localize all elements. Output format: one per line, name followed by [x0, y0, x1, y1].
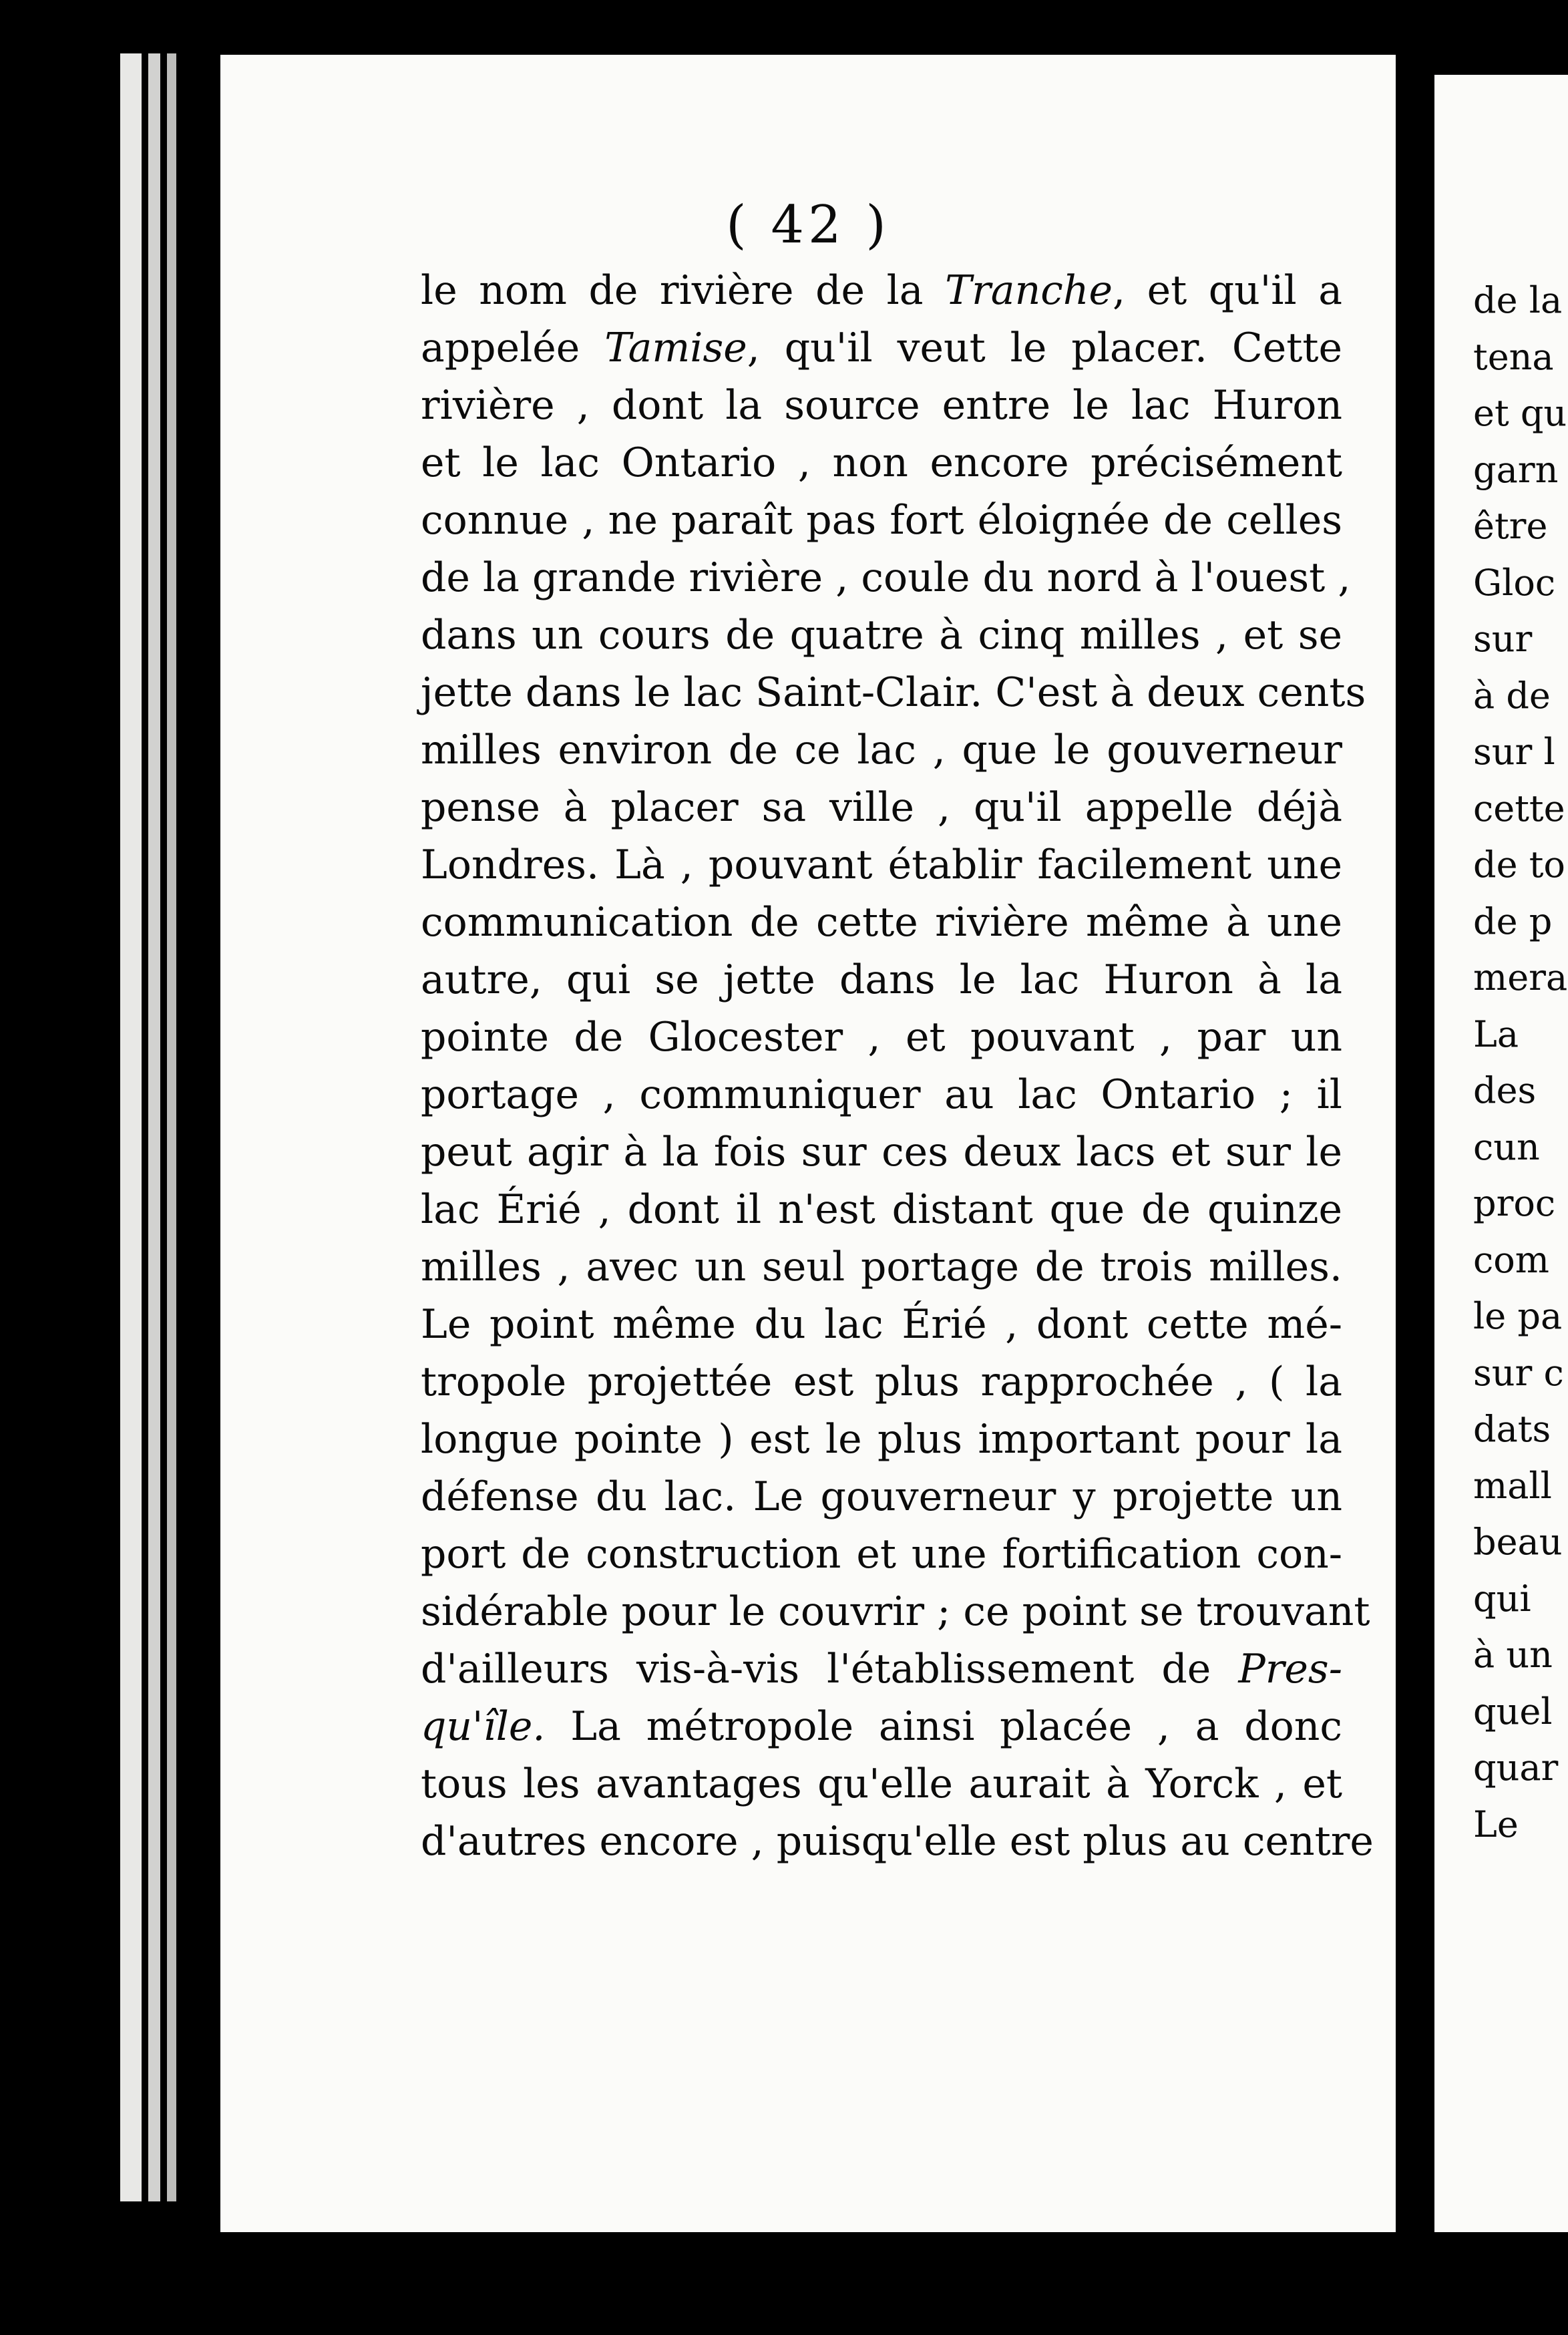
book-page [220, 55, 1396, 2232]
text-line [421, 894, 1342, 951]
text-line [421, 1238, 1342, 1296]
facing-text-line: quar [1473, 1747, 1559, 1789]
text-run: pointe de Glocester , et pouvant , par un [421, 1014, 1342, 1061]
book-page-edges [148, 53, 160, 2201]
text-run: dans un cours de quatre à cinq milles , et se [421, 612, 1342, 659]
text-run: d'ailleurs vis-à-vis l'établissement de [421, 1646, 1239, 1692]
text-line [421, 262, 1342, 319]
text-run: tropole projettée est plus rapprochée , ( la [421, 1359, 1342, 1405]
facing-text-line: cun [1473, 1125, 1540, 1168]
text-line [421, 1296, 1342, 1353]
facing-text-line: tena [1473, 335, 1554, 378]
italic-text: Tranche [945, 267, 1113, 314]
facing-text-line: mall [1473, 1464, 1552, 1507]
text-run: milles , avec un seul portage de trois milles. [421, 1244, 1342, 1290]
facing-text-line: com [1473, 1238, 1549, 1281]
text-run: Londres. Là , pouvant établir facilement une [421, 842, 1342, 888]
book-page-edges [120, 53, 142, 2201]
facing-text-line: le pa [1473, 1295, 1563, 1337]
text-line [421, 836, 1342, 894]
facing-text-line: sur c [1473, 1351, 1564, 1394]
facing-page-text [1473, 273, 1567, 1853]
italic-text: Pres- [1238, 1646, 1342, 1692]
text-line [421, 664, 1366, 721]
facing-text-line: à de [1473, 674, 1551, 717]
text-line [421, 779, 1342, 836]
text-run: port de construction et une fortification con- [421, 1531, 1342, 1578]
facing-text-line: sur [1473, 618, 1533, 660]
text-run: appelée [421, 325, 605, 371]
facing-text-line: proc [1473, 1182, 1556, 1224]
text-run: La métropole ainsi placée , a donc [545, 1703, 1342, 1750]
facing-text-line: des [1473, 1069, 1537, 1111]
text-line [421, 1181, 1342, 1238]
facing-text-line: mera [1473, 956, 1568, 999]
text-run: longue pointe ) est le plus important pour la [421, 1416, 1342, 1463]
facing-text-line: de la [1473, 279, 1563, 321]
facing-page-fragment [1434, 75, 1568, 2232]
text-line [421, 1009, 1342, 1066]
text-run: sidérable pour le couvrir ; ce point se trouvant [421, 1588, 1370, 1635]
italic-text: Tamise [604, 325, 747, 371]
facing-text-line: beau [1473, 1521, 1563, 1563]
text-run: autre, qui se jette dans le lac Huron à la [421, 956, 1342, 1003]
text-run: milles environ de ce lac , que le gouverneur [421, 727, 1342, 773]
text-run: lac Érié , dont il n'est distant que de quinze [421, 1186, 1342, 1233]
text-line [421, 1123, 1342, 1181]
facing-text-line: La [1473, 1013, 1519, 1055]
text-line [421, 434, 1342, 492]
facing-text-line: dats [1473, 1408, 1551, 1450]
text-run: peut agir à la fois sur ces deux lacs et sur le [421, 1129, 1342, 1176]
facing-text-line: Gloc [1473, 561, 1556, 604]
facing-text-line: Le [1473, 1803, 1519, 1845]
text-run: pense à placer sa ville , qu'il appelle déjà [421, 784, 1342, 831]
text-line [421, 549, 1351, 606]
text-run: portage , communiquer au lac Ontario ; il [421, 1071, 1342, 1118]
italic-text: qu'île. [421, 1703, 546, 1750]
text-line [421, 1353, 1342, 1411]
text-line [421, 1640, 1342, 1698]
text-line [421, 721, 1342, 779]
facing-text-line: qui [1473, 1577, 1531, 1620]
text-run: de la grande rivière , coule du nord à l'ouest , [421, 554, 1351, 601]
book-page-edges [167, 53, 176, 2201]
text-line [421, 1066, 1342, 1123]
text-run: communication de cette rivière même à une [421, 899, 1342, 946]
text-run: tous les avantages qu'elle aurait à Yorck , et [421, 1761, 1342, 1807]
text-line [421, 492, 1342, 549]
text-line [421, 1525, 1342, 1583]
text-line [421, 1813, 1374, 1870]
page-number: ( 42 ) [726, 195, 890, 255]
text-line [421, 1698, 1342, 1755]
text-run: jette dans le lac Saint-Clair. C'est à deux cents [421, 669, 1366, 716]
facing-text-line: être [1473, 505, 1548, 547]
text-line [421, 377, 1342, 434]
facing-text-line: sur l [1473, 731, 1555, 773]
page-text [421, 262, 1374, 1870]
text-line [421, 1468, 1342, 1525]
text-run: le nom de rivière de la [421, 267, 946, 314]
text-line [421, 1411, 1342, 1468]
text-line [421, 319, 1342, 377]
text-run: , et qu'il a [1112, 267, 1342, 314]
facing-text-line: de to [1473, 844, 1565, 886]
facing-text-line: quel [1473, 1690, 1553, 1733]
text-line [421, 606, 1342, 664]
text-run: connue , ne paraît pas fort éloignée de celles [421, 497, 1342, 544]
text-run: Le point même du lac Érié , dont cette mé- [421, 1301, 1342, 1348]
text-run: défense du lac. Le gouverneur y projette un [421, 1473, 1342, 1520]
text-run: rivière , dont la source entre le lac Huron [421, 382, 1342, 429]
facing-text-line: garn [1473, 448, 1559, 491]
facing-text-line: cette [1473, 787, 1565, 830]
text-run: d'autres encore , puisqu'elle est plus au centre [421, 1818, 1374, 1865]
text-run: , qu'il veut le placer. Cette [747, 325, 1342, 371]
text-line [421, 1755, 1342, 1813]
facing-text-line: à un [1473, 1634, 1553, 1676]
text-line [421, 951, 1342, 1009]
facing-text-line: de p [1473, 900, 1553, 942]
text-line [421, 1583, 1370, 1640]
facing-text-line: et qu [1473, 392, 1567, 434]
text-run: et le lac Ontario , non encore précisément [421, 439, 1342, 486]
